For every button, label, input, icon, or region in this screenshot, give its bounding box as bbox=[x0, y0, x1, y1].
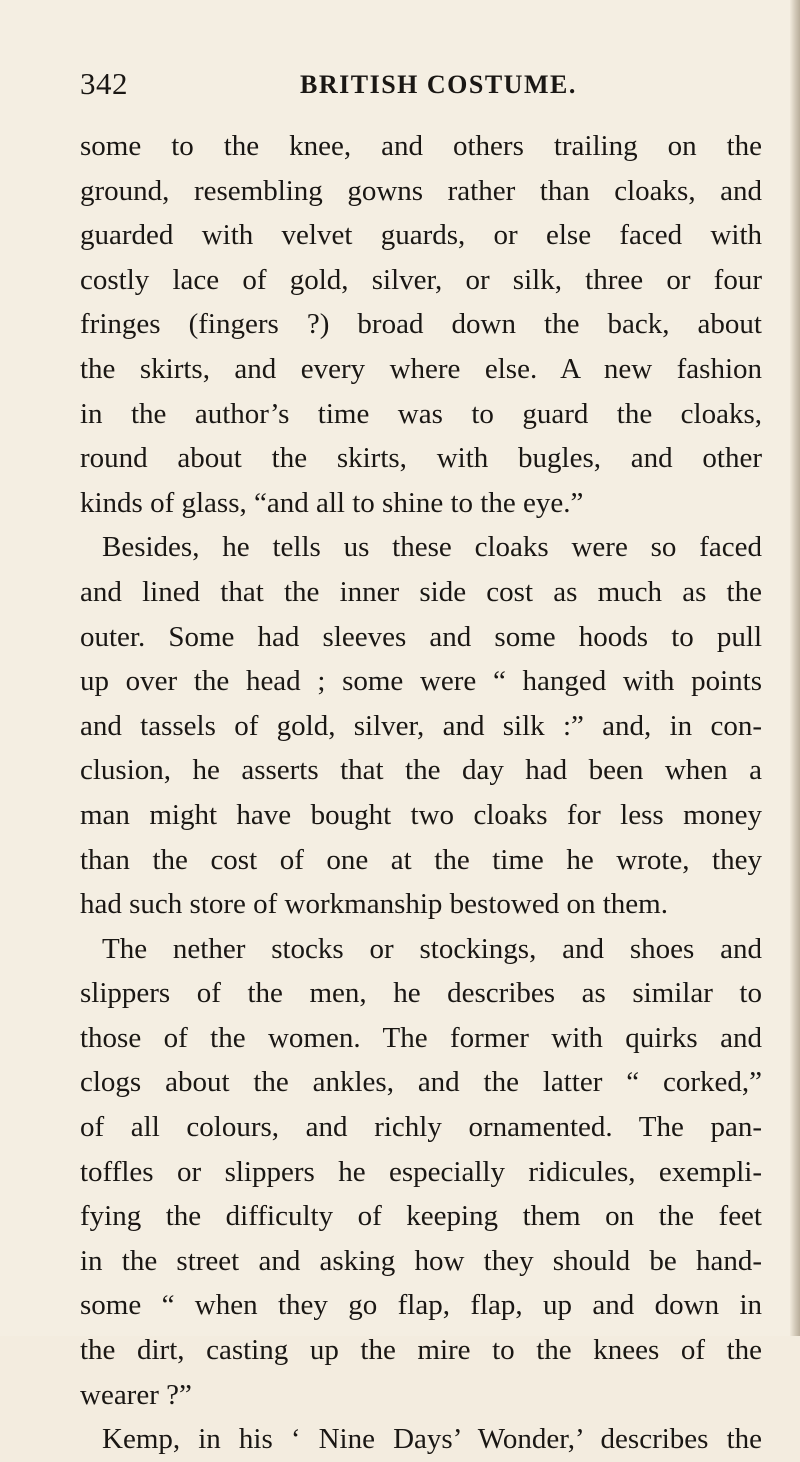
text-line: than the cost of one at the time he wrote, they bbox=[80, 843, 762, 876]
text-line: kinds of glass, “and all to shine to the eye.” bbox=[80, 486, 584, 519]
text-line: outer. Some had sleeves and some hoods to pull bbox=[80, 620, 762, 653]
text-line: fringes (fingers ?) broad down the back, about bbox=[80, 308, 762, 341]
text-line: had such store of workmanship bestowed on them. bbox=[80, 888, 668, 921]
running-head: BRITISH COSTUME. bbox=[300, 70, 577, 99]
text-line: fying the difficulty of keeping them on the feet bbox=[80, 1200, 762, 1233]
text-line: those of the women. The former with quirks and bbox=[80, 1021, 762, 1054]
text-line: Kemp, in his ‘ Nine Days’ Wonder,’ describes the bbox=[102, 1423, 762, 1456]
text-line: wearer ?” bbox=[80, 1378, 192, 1411]
text-line: the skirts, and every where else. A new fashion bbox=[80, 352, 762, 385]
text-line: of all colours, and richly ornamented. The pan- bbox=[80, 1111, 762, 1144]
text-line: the dirt, casting up the mire to the knees of the bbox=[80, 1334, 762, 1367]
text-line: and tassels of gold, silver, and silk :” and, in con- bbox=[80, 709, 762, 742]
body-text bbox=[80, 124, 762, 1462]
text-line: ground, resembling gowns rather than cloaks, and bbox=[80, 174, 762, 207]
text-line: toffles or slippers he especially ridicules, exempli- bbox=[80, 1155, 762, 1188]
page-header bbox=[80, 66, 760, 110]
text-line: in the street and asking how they should be hand- bbox=[80, 1244, 762, 1277]
text-line: some to the knee, and others trailing on the bbox=[80, 130, 762, 162]
text-line: up over the head ; some were “ hanged with points bbox=[80, 665, 762, 698]
text-line: clusion, he asserts that the day had been when a bbox=[80, 754, 762, 787]
text-line: guarded with velvet guards, or else faced with bbox=[80, 219, 762, 252]
text-line: round about the skirts, with bugles, and other bbox=[80, 442, 762, 475]
text-line: clogs about the ankles, and the latter “ corked,” bbox=[80, 1066, 762, 1099]
text-line: costly lace of gold, silver, or silk, three or four bbox=[80, 263, 762, 296]
text-line: some “ when they go flap, flap, up and down in bbox=[80, 1289, 762, 1322]
page-number: 342 bbox=[80, 66, 128, 101]
text-line: in the author’s time was to guard the cloaks, bbox=[80, 397, 762, 430]
page-edge bbox=[790, 0, 800, 1336]
text-line: slippers of the men, he describes as similar to bbox=[80, 977, 762, 1010]
text-line: The nether stocks or stockings, and shoes and bbox=[102, 932, 762, 965]
text-line: Besides, he tells us these cloaks were so faced bbox=[102, 531, 762, 564]
text-line: man might have bought two cloaks for less money bbox=[80, 798, 762, 831]
text-line: and lined that the inner side cost as much as the bbox=[80, 575, 762, 608]
